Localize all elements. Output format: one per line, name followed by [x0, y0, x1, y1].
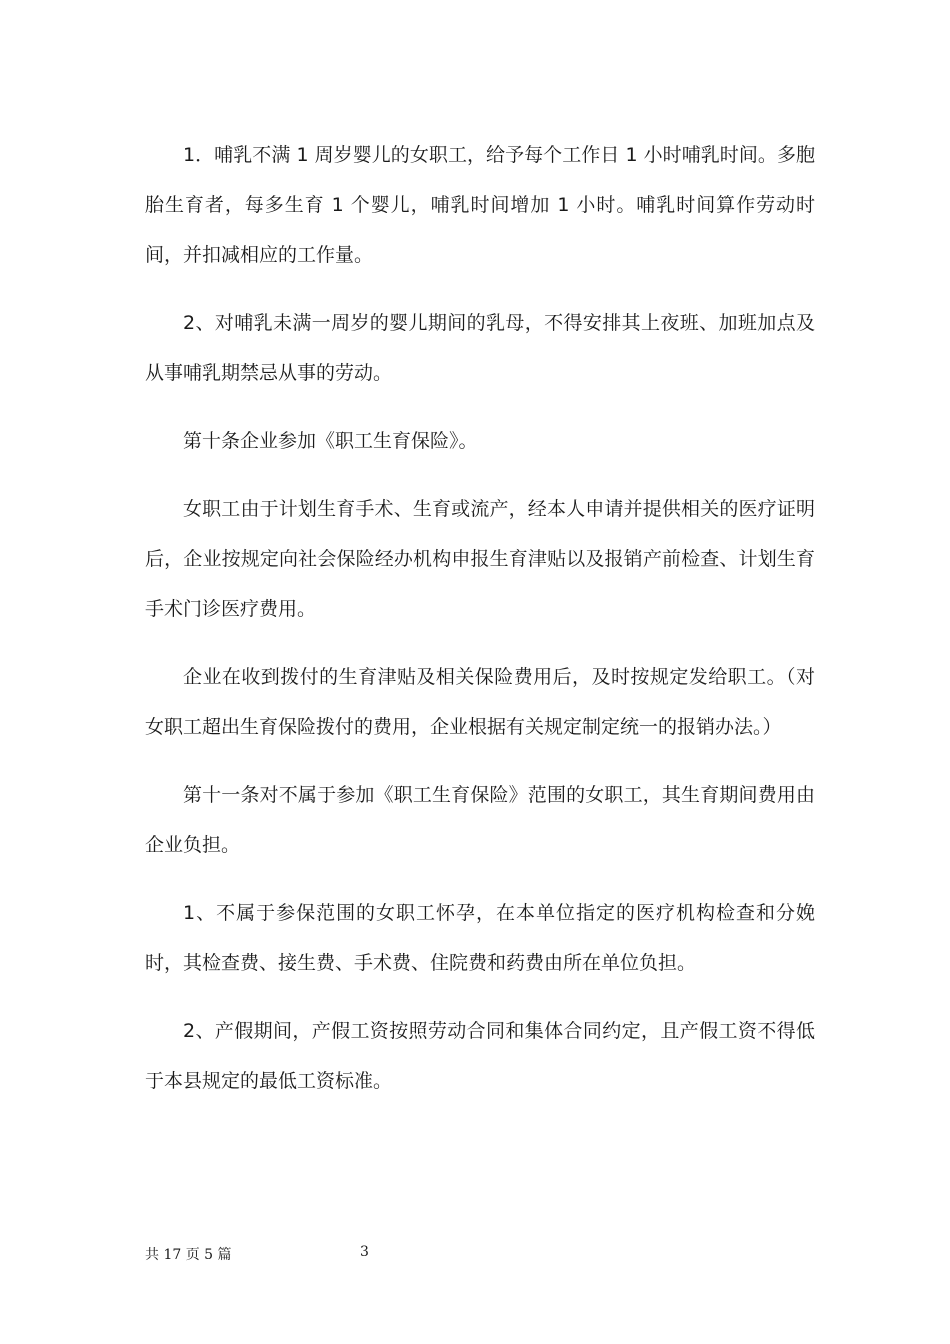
paragraph-allowance-payment: 企业在收到拨付的生育津贴及相关保险费用后，及时按规定发给职工。（对女职工超出生育保险拨付的费用，企业根据有关规定制定统一的报销办法。）	[145, 666, 815, 738]
document-body	[145, 130, 815, 1124]
paragraph-maternity-wage: 2、产假期间，产假工资按照劳动合同和集体合同约定，且产假工资不得低于本县规定的最低工资标准。	[145, 1020, 815, 1092]
footer-page-count: 共 17 页 5 篇	[145, 1247, 232, 1263]
footer-page-number: 3	[360, 1244, 369, 1260]
paragraph-article-10: 第十条企业参加《职工生育保险》。	[183, 430, 478, 452]
page-footer	[145, 1244, 825, 1268]
paragraph-uninsured-costs: 1、不属于参保范围的女职工怀孕，在本单位指定的医疗机构检查和分娩时，其检查费、接生费、手术费、住院费和药费由所在单位负担。	[145, 902, 815, 974]
paragraph-nursing-time: 1．哺乳不满 1 周岁婴儿的女职工，给予每个工作日 1 小时哺乳时间。多胞胎生育者，每多生育 1 个婴儿，哺乳时间增加 1 小时。哺乳时间算作劳动时间，并扣减相应的工作量。	[145, 144, 815, 266]
paragraph-article-11: 第十一条对不属于参加《职工生育保险》范围的女职工，其生育期间费用由企业负担。	[145, 784, 815, 856]
paragraph-maternity-allowance: 女职工由于计划生育手术、生育或流产，经本人申请并提供相关的医疗证明后，企业按规定向社会保险经办机构申报生育津贴以及报销产前检查、计划生育手术门诊医疗费用。	[145, 498, 815, 620]
paragraph-nursing-mother-protection: 2、对哺乳未满一周岁的婴儿期间的乳母，不得安排其上夜班、加班加点及从事哺乳期禁忌从事的劳动。	[145, 312, 815, 384]
